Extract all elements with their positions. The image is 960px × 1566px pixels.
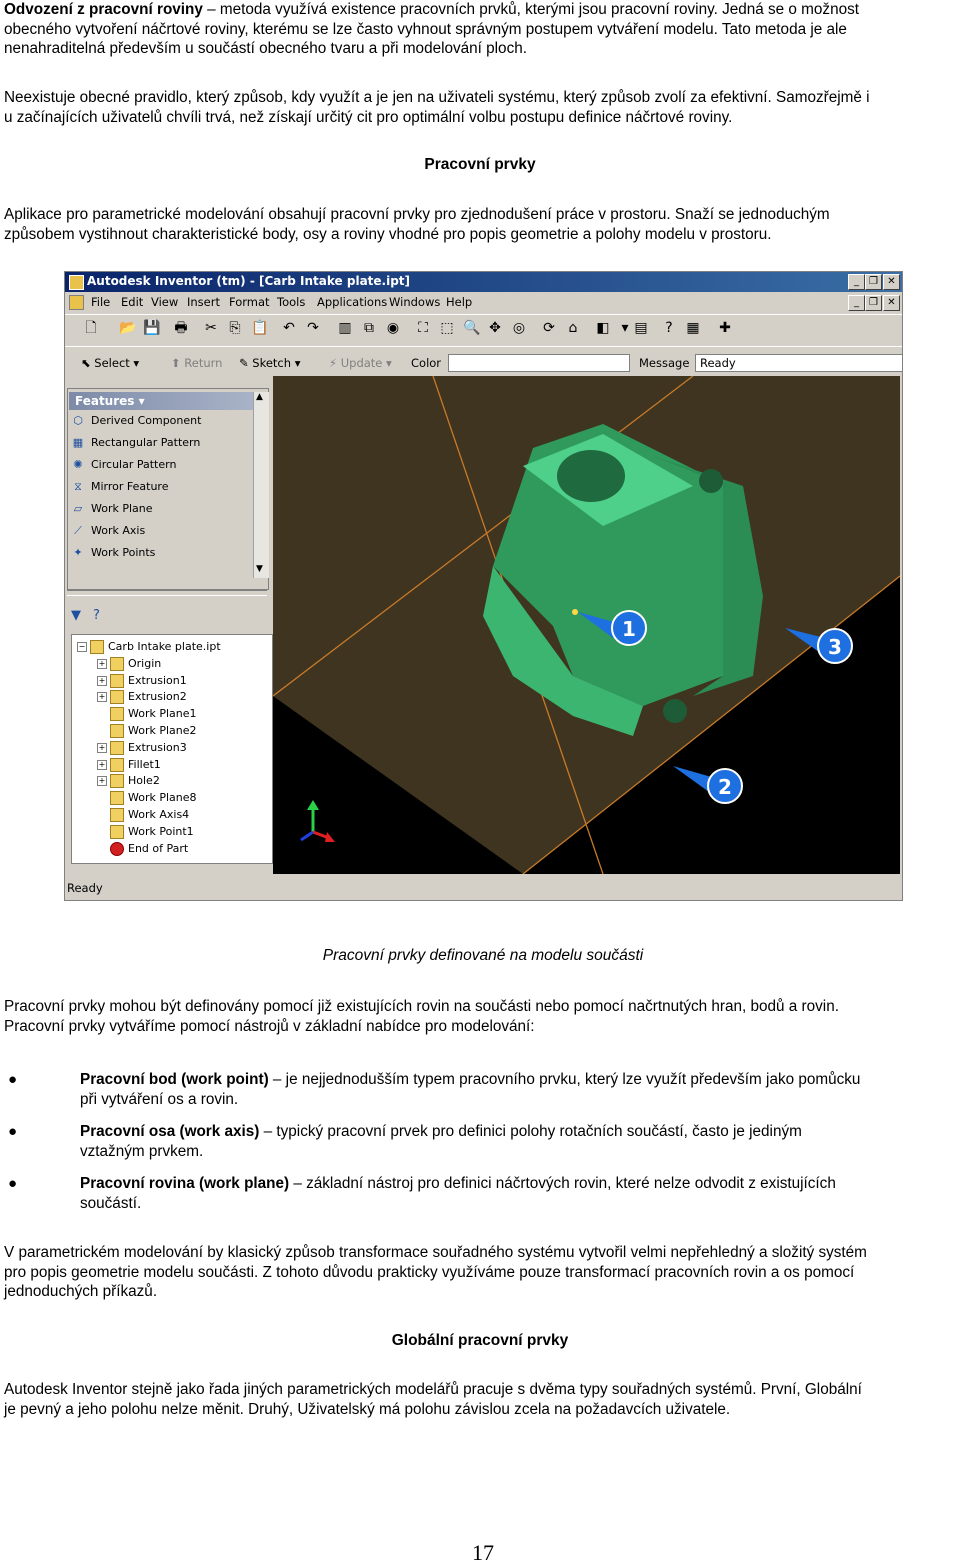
feature-label: Circular Pattern <box>91 458 177 471</box>
tree-item[interactable] <box>97 774 160 788</box>
text-line: pro popis geometrie modelu součásti. Z tohoto důvodu prakticky využíváme pouze transformací pracovních rovin a os pomocí <box>4 1263 855 1281</box>
tree-item-label: End of Part <box>128 841 189 855</box>
tree-item[interactable] <box>97 657 161 671</box>
pan-icon[interactable]: ✥ <box>489 320 501 336</box>
feature-label: Derived Component <box>91 414 202 427</box>
page-number: 17 <box>472 1540 494 1565</box>
text-line: jednoduchých příkazů. <box>4 1283 158 1301</box>
return-label: Return <box>184 356 223 370</box>
work-axis-icon: ⟋ <box>74 524 82 537</box>
definition-paragraph <box>4 997 956 1036</box>
expand-icon[interactable]: + <box>98 658 106 668</box>
doc-minimize-icon[interactable]: _ <box>848 295 865 311</box>
shaded-icon[interactable]: ▤ <box>634 320 648 336</box>
derived-component-icon: ⬡ <box>73 414 83 427</box>
menu-file[interactable]: File <box>91 295 111 309</box>
stop-icon[interactable]: ◉ <box>386 320 400 336</box>
tree-item-label: Fillet1 <box>128 757 161 771</box>
splitter[interactable] <box>67 590 267 596</box>
work-plane-icon: ▱ <box>73 502 83 515</box>
return-button[interactable]: ⬆ Return <box>171 356 223 370</box>
features-header-label: Features <box>75 394 135 408</box>
bullet-icon: ● <box>8 1071 18 1088</box>
intro-line-2: obecného vytvoření náčrtové roviny, kterému se lze často vyhnout správným postupem vytváření modelu. Tato metoda je ale <box>4 20 847 38</box>
doc-close-icon[interactable]: ✕ <box>883 295 900 311</box>
add-icon[interactable]: ✚ <box>719 320 731 336</box>
minimize-icon[interactable]: _ <box>848 274 865 290</box>
message-box <box>695 354 903 372</box>
bullet-term: Pracovní rovina (work plane) <box>80 1175 290 1192</box>
browser-help-icon[interactable]: ? <box>93 608 100 623</box>
tree-item[interactable] <box>97 808 189 822</box>
intro-line-3: nenahraditelná především u součástí obecného tvaru a při modelování ploch. <box>4 40 527 58</box>
window-titlebar <box>65 272 902 292</box>
open-icon[interactable]: 📂 <box>119 320 137 336</box>
intro-line-1: Odvození z pracovní roviny – metoda využívá existence pracovních prvků, kterými jsou pracovní roviny. Jedná se o možnost <box>4 1 859 18</box>
tree-item-label: Work Point1 <box>128 824 194 838</box>
menu-help[interactable]: Help <box>446 295 473 309</box>
intro-paragraph <box>4 0 956 59</box>
text-line: Pracovní prvky mohou být definovány pomocí již existujících rovin na součásti nebo pomocí načrtnutých hran, bodů a rovin. <box>4 998 839 1015</box>
parametric-paragraph <box>4 1243 956 1302</box>
tree-item-label: Work Plane8 <box>128 791 197 805</box>
display-mode-icon[interactable]: ◧ <box>596 320 610 336</box>
menu-view[interactable]: View <box>151 295 179 309</box>
work-points-icon: ✦ <box>73 546 83 559</box>
coordinate-triad <box>301 800 335 842</box>
expand-icon[interactable]: + <box>98 692 106 702</box>
figure-caption: Pracovní prvky definované na modelu součásti <box>322 947 644 964</box>
tree-item[interactable] <box>97 758 161 772</box>
bullet-line: součástí. <box>80 1194 142 1212</box>
tree-item-label: Extrusion1 <box>128 673 187 687</box>
feature-item[interactable] <box>71 524 145 538</box>
menu-format[interactable]: Format <box>229 295 270 309</box>
tree-item[interactable] <box>97 707 197 721</box>
work-point <box>572 609 578 615</box>
tree-node-icon <box>110 657 124 671</box>
status-text: Ready <box>67 881 103 895</box>
section-heading-work-features: Pracovní prvky <box>424 156 536 173</box>
flange-hole-top <box>699 469 723 493</box>
tree-node-icon <box>110 674 124 688</box>
work-features-paragraph <box>4 205 956 244</box>
new-file-icon[interactable]: 🗋 <box>85 320 97 336</box>
flange-hole-bottom <box>663 699 687 723</box>
text-line: je pevný a jeho polohu nelze měnit. Druhý, Uživatelský má polohu závislou zcela na požadavcích uživatele. <box>4 1400 731 1418</box>
menu-edit[interactable]: Edit <box>121 295 144 309</box>
tree-item-label: Hole2 <box>128 774 160 788</box>
sketch-button[interactable]: ✎ Sketch ▾ <box>239 356 301 370</box>
tree-node-icon <box>110 724 124 738</box>
tree-item-label: Work Plane2 <box>128 724 197 737</box>
bullet-term: Pracovní bod (work point) <box>80 1071 269 1088</box>
tree-item-label: Work Plane1 <box>128 707 197 721</box>
expand-icon[interactable]: + <box>98 759 106 769</box>
tree-item[interactable] <box>97 724 197 738</box>
tree-item[interactable] <box>77 640 221 654</box>
callout-2 <box>673 766 742 803</box>
callout-2-label: 2 <box>718 775 732 799</box>
bullet-text <box>80 1122 940 1161</box>
tree-item-label: Extrusion2 <box>128 690 187 704</box>
tree-item[interactable] <box>97 674 187 688</box>
tree-item[interactable] <box>97 690 187 704</box>
maximize-icon[interactable]: ❐ <box>865 274 882 290</box>
standard-toolbar <box>65 314 902 343</box>
menu-tools[interactable]: Tools <box>277 295 306 309</box>
tree-item[interactable] <box>97 741 187 755</box>
view-icon[interactable]: ⌂ <box>568 320 578 336</box>
model-view <box>273 376 900 874</box>
tree-node-icon <box>110 842 124 856</box>
message-value: Ready <box>700 356 736 370</box>
browser-pane <box>67 378 271 874</box>
filter-icon[interactable]: ▼ <box>71 608 81 623</box>
text-line: V parametrickém modelování by klasický způsob transformace souřadného systému vytvořil velmi nepřehledný a složitý systém <box>4 1244 867 1261</box>
tree-node-icon <box>110 825 124 839</box>
bullet-line: při vytváření os a rovin. <box>80 1090 239 1108</box>
tree-node-icon <box>110 774 124 788</box>
bullet-line <box>80 1122 940 1142</box>
rule-paragraph <box>4 88 956 127</box>
color-combo[interactable] <box>448 354 630 372</box>
color-label: Color <box>411 356 442 370</box>
expand-icon[interactable]: + <box>98 776 106 786</box>
mirror-feature-icon: ⧖ <box>74 480 82 493</box>
section-heading-global: Globální pracovní prvky <box>391 1332 569 1349</box>
menu-bar <box>65 292 902 312</box>
rotate-icon[interactable]: ⟳ <box>543 320 555 336</box>
undo-icon[interactable]: ↶ <box>283 320 295 336</box>
coordinate-systems-paragraph <box>4 1380 956 1419</box>
doc-restore-icon[interactable]: ❐ <box>865 295 882 311</box>
feature-label: Rectangular Pattern <box>91 436 201 449</box>
graphics-viewport[interactable] <box>273 376 900 874</box>
feature-label: Work Points <box>91 546 156 559</box>
feature-item[interactable] <box>71 436 200 450</box>
menu-insert[interactable]: Insert <box>187 295 220 309</box>
print-icon[interactable]: 🖶 <box>174 320 188 336</box>
status-bar <box>65 876 902 898</box>
tree-item-label: Work Axis4 <box>128 808 190 821</box>
grid-icon[interactable]: ▦ <box>686 320 700 336</box>
bullet-term: Pracovní osa (work axis) <box>80 1123 260 1140</box>
inventor-screenshot <box>64 271 903 901</box>
text-line: způsobem vystihnout charakteristické body, osy a roviny vhodné pro popis geometrie a polohy modelu v prostoru. <box>4 225 772 243</box>
bullet-desc: – typický pracovní prvek pro definici polohy rotačních součástí, často je jediným <box>259 1123 802 1140</box>
bullet-line: vztažným prvkem. <box>80 1142 204 1160</box>
text-line: Aplikace pro parametrické modelování obsahují pracovní prvky pro zjednodušení práce v prostoru. Snaží se jednoduchým <box>4 206 830 223</box>
feature-label: Mirror Feature <box>91 480 169 493</box>
tree-item[interactable] <box>97 791 197 805</box>
text-line: Pracovní prvky vytváříme pomocí nástrojů v základní nabídce pro modelování: <box>4 1017 535 1035</box>
feature-item[interactable] <box>71 502 153 516</box>
bullet-text <box>80 1174 940 1213</box>
expand-icon[interactable]: + <box>98 742 106 752</box>
tree-item-label: Origin <box>128 656 162 670</box>
text-line: Neexistuje obecné pravidlo, který způsob, kdy využít a je jen na uživateli systému, který způsob zvolí za efektivní. Samozřejmě i <box>4 89 870 106</box>
redo-icon[interactable]: ↷ <box>307 320 319 336</box>
select-button[interactable]: ⬉ Select ▾ <box>81 356 140 370</box>
select-label: Select <box>94 356 130 370</box>
callout-1-label: 1 <box>622 617 636 641</box>
message-label: Message <box>639 356 690 370</box>
window-title: Autodesk Inventor (tm) - [Carb Intake plate.ipt] <box>87 274 411 288</box>
zoom-icon[interactable]: 🔍 <box>463 320 481 336</box>
intro-term: Odvození z pracovní roviny <box>4 1 203 18</box>
tree-node-icon <box>110 808 124 822</box>
bullet-desc: – je nejjednodušším typem pracovního prvku, který lze využít především jako pomůcku <box>268 1071 861 1088</box>
scroll-up-icon[interactable]: ▲ <box>256 392 263 402</box>
collapse-icon[interactable]: − <box>78 642 86 651</box>
feature-label: Work Plane <box>91 502 153 515</box>
cut-icon[interactable]: ✂ <box>205 320 217 336</box>
tree-node-icon <box>90 640 104 654</box>
tree-node-icon <box>110 690 124 704</box>
command-toolbar <box>65 346 902 377</box>
close-icon[interactable]: ✕ <box>883 274 900 290</box>
inventor-app-icon <box>69 275 84 290</box>
bullet-line <box>80 1070 940 1090</box>
callout-3-label: 3 <box>828 635 842 659</box>
menu-windows[interactable]: Windows <box>389 295 441 309</box>
paste-icon[interactable]: 📋 <box>251 320 269 336</box>
tree-node-icon <box>110 707 124 721</box>
update-button[interactable]: ⚡ Update ▾ <box>329 356 392 370</box>
feature-item[interactable] <box>71 458 176 472</box>
copy-icon[interactable]: ⎘ <box>229 320 241 336</box>
constraint-icon[interactable]: ⧉ <box>364 320 374 336</box>
look-at-icon[interactable]: ◎ <box>512 320 526 336</box>
tree-item-label: Carb Intake plate.ipt <box>108 640 221 653</box>
circular-pattern-icon: ✺ <box>73 458 83 471</box>
tree-node-icon <box>110 791 124 805</box>
document-icon <box>69 295 84 310</box>
feature-item[interactable] <box>71 414 201 428</box>
features-scrollbar[interactable] <box>253 392 269 578</box>
tree-item[interactable] <box>97 842 188 856</box>
bullet-text <box>80 1070 940 1109</box>
zoom-window-icon[interactable]: ⬚ <box>440 320 454 336</box>
bullet-icon: ● <box>8 1123 18 1140</box>
features-panel-header[interactable]: Features ▾ <box>69 392 257 410</box>
save-icon[interactable]: 💾 <box>143 320 161 336</box>
rectangular-pattern-icon: ▦ <box>72 436 84 449</box>
update-label: Update <box>340 356 383 370</box>
feature-item[interactable] <box>71 480 168 494</box>
expand-icon[interactable]: + <box>98 675 106 685</box>
bore-hole <box>557 450 625 502</box>
text-line: u začínajících uživatelů chvíli trvá, než získají určitý cit pro optimální volbu postupu definice náčrtové roviny. <box>4 108 733 126</box>
bullet-line <box>80 1174 940 1194</box>
bullet-desc: – základní nástroj pro definici náčrtových rovin, které nelze odvodit z existujících <box>289 1175 836 1192</box>
sketch-label: Sketch <box>252 356 292 370</box>
display-dropdown-icon[interactable]: ▾ <box>621 320 629 336</box>
parts-icon[interactable]: ▥ <box>338 320 352 336</box>
help-icon[interactable]: ? <box>665 320 673 336</box>
tree-node-icon <box>110 758 124 772</box>
tree-item[interactable] <box>97 825 194 839</box>
zoom-all-icon[interactable]: ⛶ <box>418 320 428 336</box>
feature-item[interactable] <box>71 546 155 560</box>
text-line: Autodesk Inventor stejně jako řada jiných parametrických modelářů pracuje s dvěma typy souřadných systémů. První, Globální <box>4 1381 862 1398</box>
tree-node-icon <box>110 741 124 755</box>
menu-applications[interactable]: Applications <box>317 295 388 309</box>
bullet-icon: ● <box>8 1175 18 1192</box>
scroll-down-icon[interactable]: ▼ <box>256 564 263 574</box>
tree-item-label: Extrusion3 <box>128 740 187 754</box>
feature-label: Work Axis <box>91 524 146 537</box>
